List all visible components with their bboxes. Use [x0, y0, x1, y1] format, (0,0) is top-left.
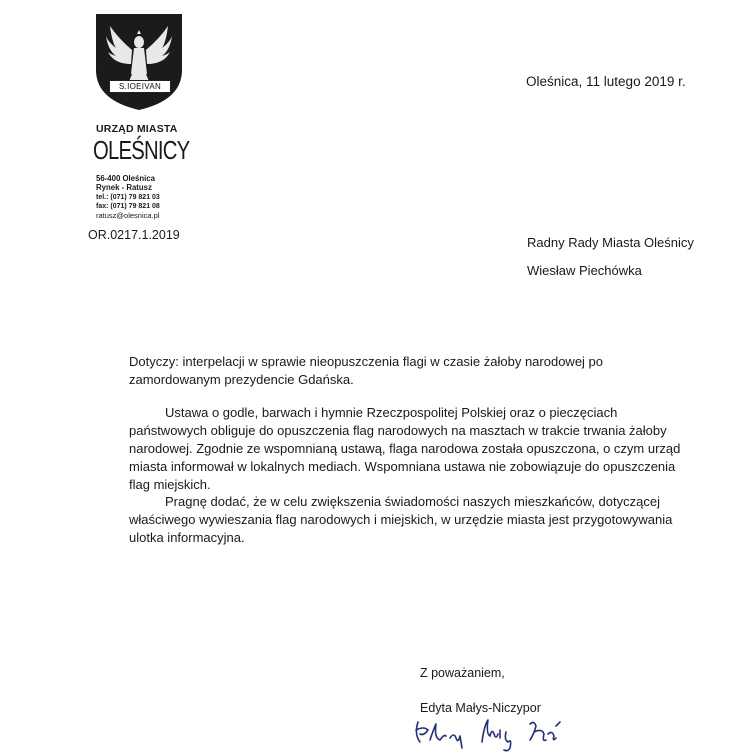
office-name-line2: OLEŚNICY	[93, 135, 190, 165]
closing-salutation: Z poważaniem,	[420, 666, 505, 680]
email-address: ratusz@olesnica.pl	[96, 211, 160, 220]
crest-banner: S.IOEIVAN	[109, 80, 171, 93]
fax-number: fax: (071) 79 821 08	[96, 203, 160, 210]
letter-subject: Dotyczy: interpelacji w sprawie nieopuszczenia flagi w czasie żałoby narodowej po zamordowanym prezydencie Gdańska.	[129, 354, 604, 387]
signer-name: Edyta Małys-Niczypor	[420, 701, 541, 715]
address-postal: 56-400 Oleśnica	[96, 174, 155, 183]
reference-number: OR.0217.1.2019	[88, 228, 180, 242]
letter-paragraph-2	[129, 493, 689, 547]
address-street: Rynek - Ratusz	[96, 183, 152, 192]
letter-date: Oleśnica, 11 lutego 2019 r.	[526, 74, 686, 89]
paragraph-2-text: Pragnę dodać, że w celu zwiększenia świadomości naszych mieszkańców, dotyczącej właściwego wywieszania flag narodowych i miejskich, w urzędzie miasta jest przygotowywania ulotka informacyjna.	[129, 494, 673, 545]
office-name-line1: URZĄD MIASTA	[96, 123, 178, 135]
paragraph-1-text: Ustawa o godle, barwach i hymnie Rzeczpospolitej Polskiej oraz o pieczęciach państwowych obliguje do opuszczenia flag narodowych na masztach w trakcie trwania żałoby narodowej. Zgodnie ze wspomnianą ustawą, flaga narodowa została opuszczona, o czym urząd miasta informował w lokalnych mediach. Wspomniana ustawa nie zobowiązuje do opuszczenia flag miejskich.	[129, 405, 681, 492]
recipient-name: Wiesław Piechówka	[527, 263, 642, 278]
recipient-title: Radny Rady Miasta Oleśnicy	[527, 235, 694, 250]
letter-paragraph-1	[129, 404, 689, 494]
city-crest-logo	[94, 12, 184, 112]
handwritten-signature	[410, 712, 590, 754]
phone-number: tel.: (071) 79 821 03	[96, 194, 160, 201]
